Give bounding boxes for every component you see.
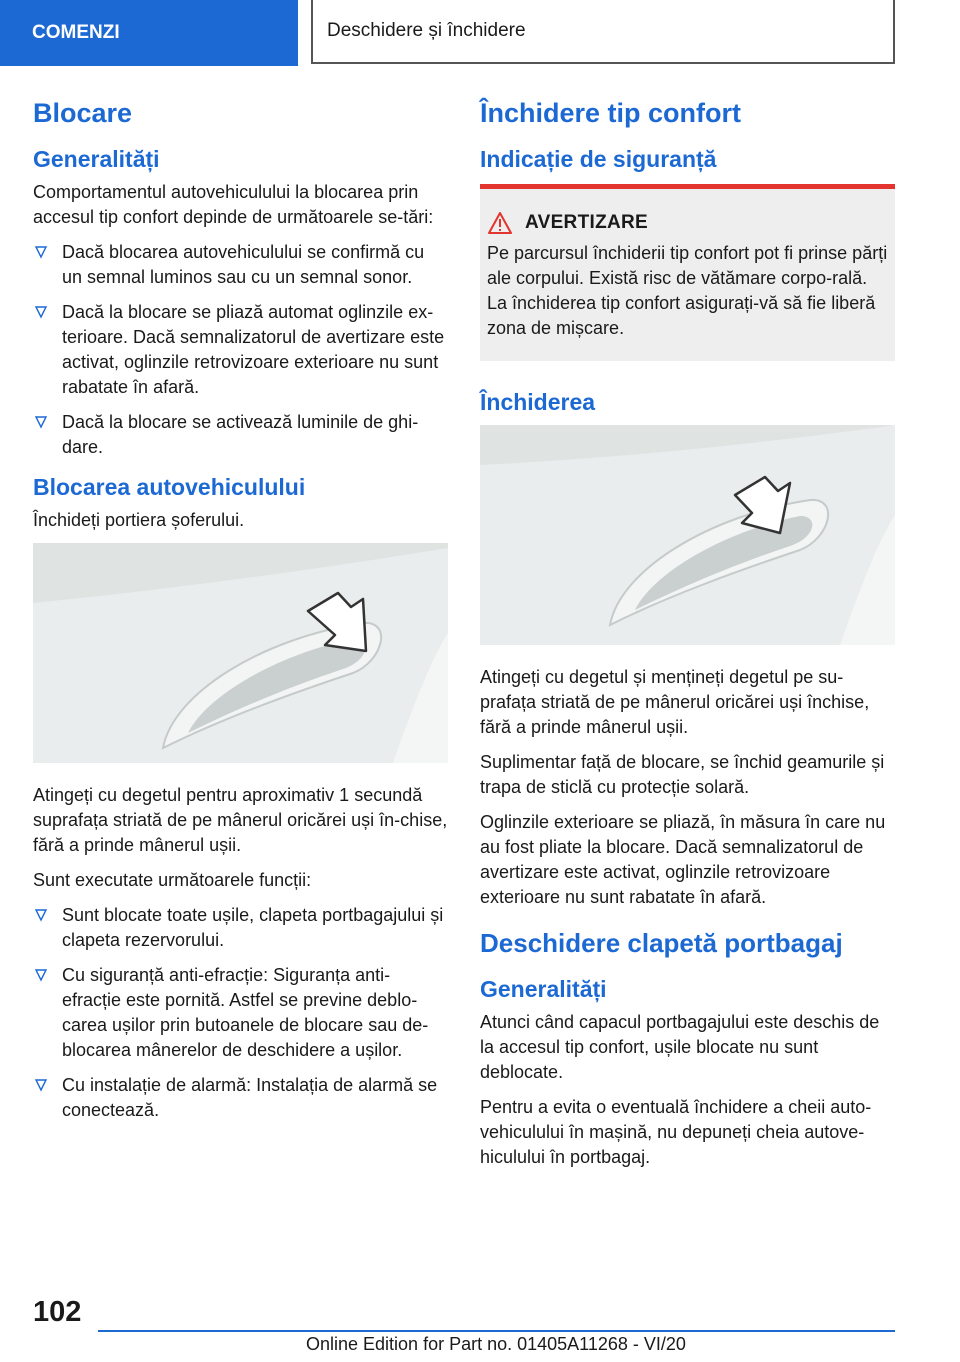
heading-trunk-open: Deschidere clapetă portbagaj — [480, 928, 843, 958]
list-item-text: Dacă blocarea autovehiculului se confirmă cu un semnal luminos sau cu un semnal sonor. — [62, 242, 425, 287]
list-item-text: Dacă la blocare se pliază automat oglinzile ex-terioare. Dacă semnalizatorul de avertizare este activat, oglinzile retrovizoare exterioare nu sunt rabatate în afară. — [62, 302, 445, 397]
warning-header — [487, 211, 889, 235]
heading-lock: Blocare — [33, 98, 133, 128]
trunk-paragraph-2: Pentru a evita o eventuală închidere a cheii auto-vehiculului în mașină, nu depuneți cheia autove-hiculului în portbagaj. — [480, 1097, 872, 1167]
list-item — [33, 1073, 448, 1123]
list-item — [33, 963, 448, 1063]
warning-text: Pe parcursul închiderii tip confort pot fi prinse părți ale corpului. Există risc de vătămare corpo-rală. La închiderea tip confort asigurați-vă să fie liberă zona de mișcare. — [487, 243, 888, 338]
closing-paragraph-2: Suplimentar față de blocare, se închid geamurile și trapa de sticlă cu protecție solară. — [480, 752, 885, 797]
triangle-bullet-icon — [34, 415, 48, 429]
left-column — [33, 96, 448, 1135]
door-handle-illustration — [480, 425, 895, 645]
list-item — [33, 240, 448, 290]
warning-triangle-icon — [487, 211, 513, 235]
triangle-bullet-icon — [34, 1078, 48, 1092]
list-item-text: Sunt blocate toate ușile, clapeta portbagajului și clapeta rezervorului. — [62, 905, 444, 950]
lock-list — [33, 903, 448, 1123]
list-item — [33, 300, 448, 400]
triangle-bullet-icon — [34, 305, 48, 319]
right-column — [480, 96, 895, 1180]
door-handle-illustration — [33, 543, 448, 763]
lock-paragraph-1: Închideți portiera șoferului. — [33, 510, 245, 530]
triangle-bullet-icon — [34, 245, 48, 259]
heading-safety: Indicație de siguranță — [480, 146, 717, 172]
lock-paragraph-2: Atingeți cu degetul pentru aproximativ 1 secundă suprafața striată de pe mânerul oricărei uși în-chise, fără a prinde mânerul ușii. — [33, 785, 448, 855]
footer-edition[interactable]: Online Edition for Part no. 01405A11268 - VI/20 — [306, 1334, 686, 1354]
heading-vehicle-lock: Blocarea autovehiculului — [33, 474, 306, 500]
warning-title: AVERTIZARE — [525, 212, 648, 233]
chapter-tab[interactable]: COMENZI — [0, 0, 298, 66]
warning-box — [480, 184, 895, 361]
list-item-text: Cu siguranță anti-efracție: Siguranța anti-efracție este pornită. Astfel se previne deblo-carea ușilor prin butoanele de blocare sau de-blocarea mânerelor de deschidere a ușilor. — [62, 965, 429, 1060]
heading-general: Generalități — [33, 146, 160, 172]
list-item-text: Cu instalație de alarmă: Instalația de alarmă se conectează. — [62, 1075, 438, 1120]
footer-divider — [98, 1330, 895, 1332]
door-handle-icon — [33, 543, 448, 763]
trunk-paragraph-1: Atunci când capacul portbagajului este deschis de la accesul tip confort, ușile blocate nu sunt deblocate. — [480, 1012, 880, 1082]
list-item-text: Dacă la blocare se activează luminile de ghi-dare. — [62, 412, 419, 457]
general-list — [33, 240, 448, 460]
triangle-bullet-icon — [34, 968, 48, 982]
general-paragraph: Comportamentul autovehiculului la blocarea prin accesul tip confort depinde de următoarele se-tări: — [33, 182, 434, 227]
section-tab[interactable]: Deschidere și închidere — [311, 0, 895, 64]
list-item — [33, 903, 448, 953]
lock-paragraph-3: Sunt executate următoarele funcții: — [33, 870, 312, 890]
page-header — [0, 0, 960, 66]
page-number: 102 — [33, 1296, 82, 1328]
heading-trunk-general: Generalități — [480, 976, 607, 1002]
heading-comfort-close: Închidere tip confort — [480, 98, 742, 128]
door-handle-icon — [480, 425, 895, 645]
list-item — [33, 410, 448, 460]
heading-closing: Închiderea — [480, 389, 596, 415]
triangle-bullet-icon — [34, 908, 48, 922]
closing-paragraph-1: Atingeți cu degetul și mențineți degetul pe su-prafața striată de pe mânerul oricărei uși închise, fără a prinde mânerul ușii. — [480, 667, 870, 737]
closing-paragraph-3: Oglinzile exterioare se pliază, în măsura în care nu au fost pliate la blocare. Dacă semnalizatorul de avertizare este activat, oglinzile retrovizoare exterioare nu sunt rabatate în afară. — [480, 812, 886, 907]
